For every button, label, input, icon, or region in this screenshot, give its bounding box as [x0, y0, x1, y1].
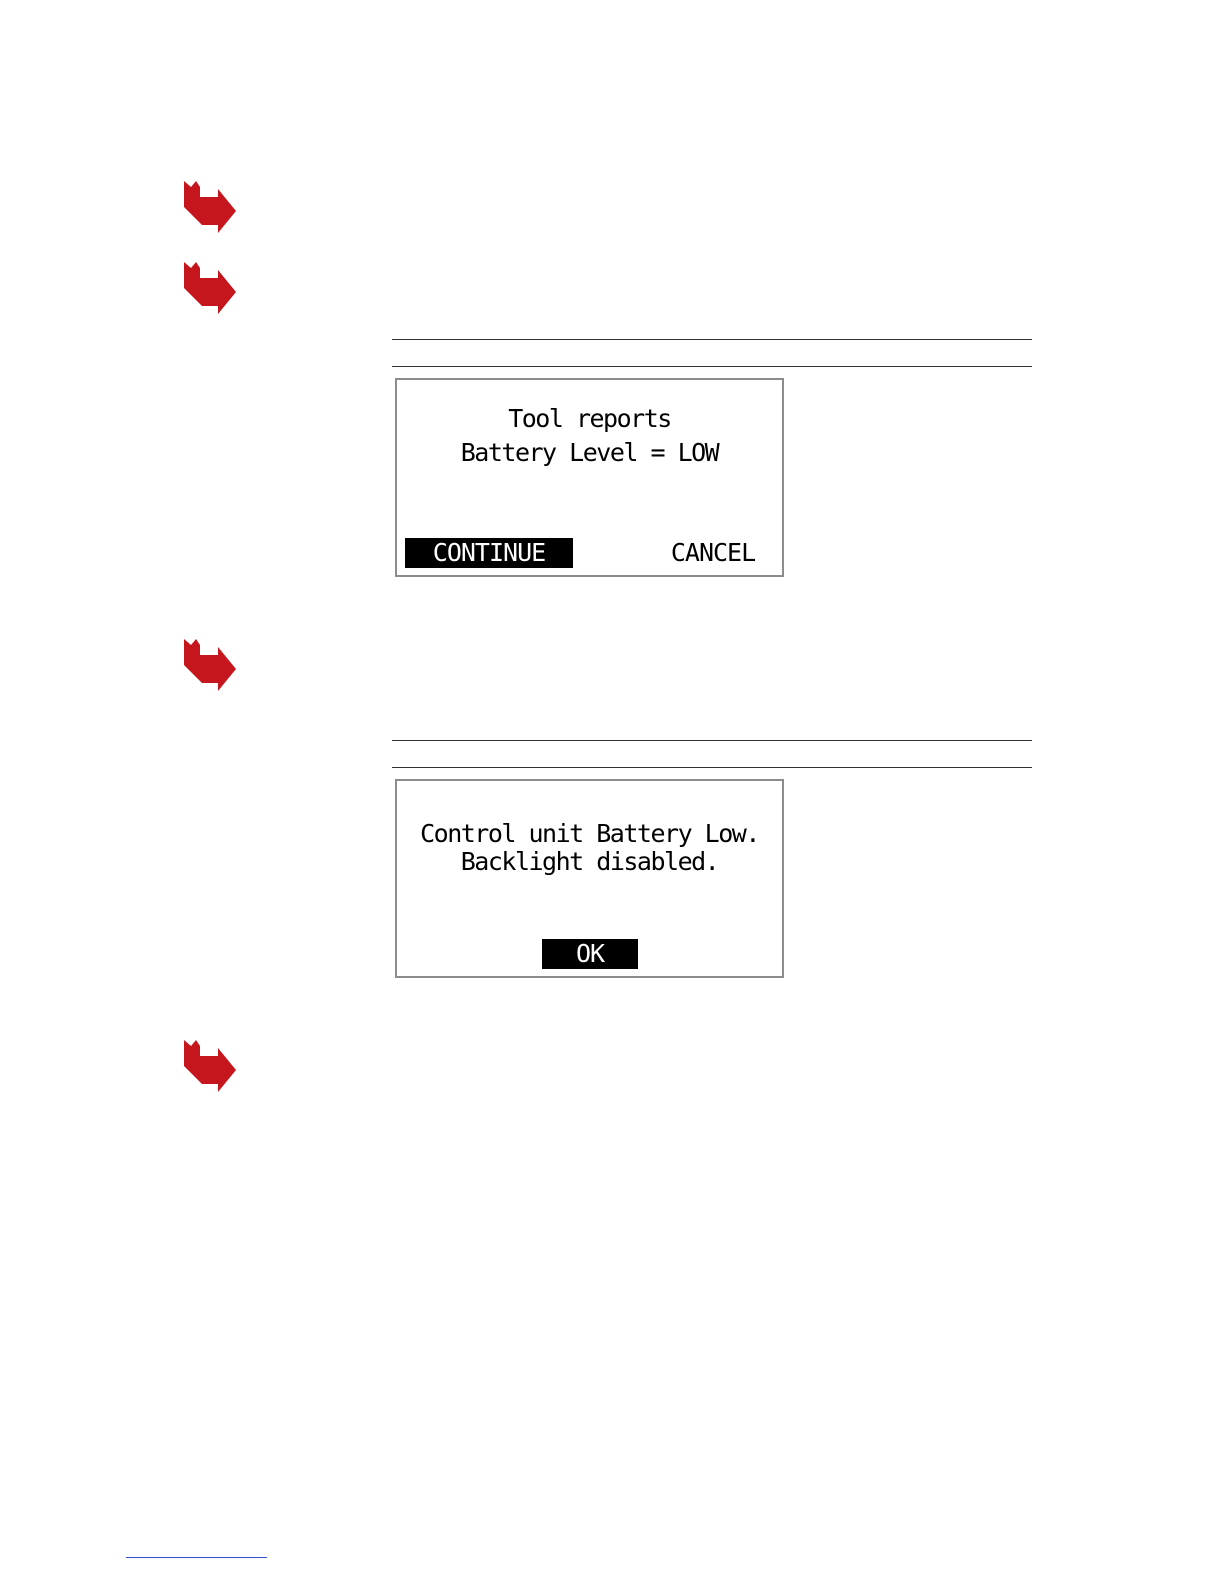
screen-message-line: Control unit Battery Low. [420, 819, 759, 848]
step-arrow-icon [182, 1038, 238, 1092]
divider [392, 767, 1032, 768]
footer-link-underline [126, 1557, 267, 1558]
screen-message-line: Tool reports [508, 404, 671, 433]
continue-button[interactable]: CONTINUE [405, 538, 573, 568]
screen-message-line: Backlight disabled. [460, 847, 719, 876]
cancel-button[interactable]: CANCEL [670, 538, 756, 567]
battery-warning-screen [395, 378, 784, 577]
backlight-disabled-screen [395, 779, 784, 978]
screen-message-line: Battery Level = LOW [460, 438, 719, 467]
step-arrow-icon [182, 179, 238, 233]
ok-button[interactable]: OK [542, 939, 638, 969]
divider [392, 740, 1032, 741]
divider [392, 339, 1032, 340]
step-arrow-icon [182, 260, 238, 314]
divider [392, 366, 1032, 367]
step-arrow-icon [182, 637, 238, 691]
